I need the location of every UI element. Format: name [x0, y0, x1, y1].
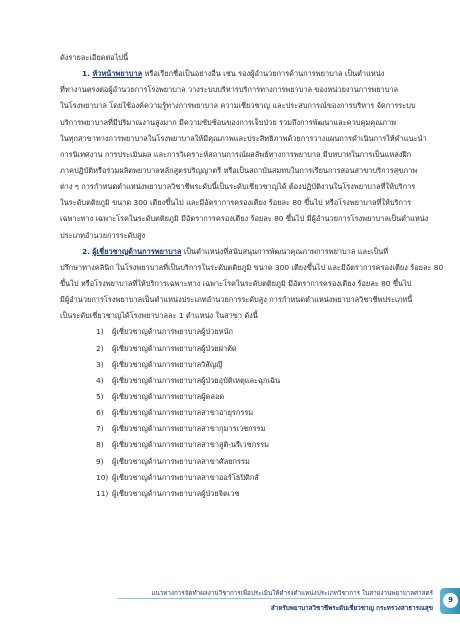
section-1-line: หรือเรียกชื่อเป็นอย่างอื่น เช่น รองผู้อำนวยการด้านการพยาบาล เป็นตำแหน่ง [144, 69, 385, 79]
section-1-line: การนิเทศงาน การประเมินผล และการวิเคราะห์สถานการณ์ผลลัพธ์ทางการพยาบาล มีบทบาทในการเป็นแหล่งฝึก [60, 149, 412, 159]
section-1-title: หัวหน้าพยาบาล [92, 69, 143, 79]
footer-subtitle: สำหรับพยาบาลวิชาชีพระดับเชี่ยวชาญ กระทรวงสาธารณสุข [270, 605, 433, 612]
section-1-line: ประเภทอำนวยการระดับสูง [60, 230, 146, 240]
intro-text: ดังรายละเอียดต่อไปนี้ [60, 53, 129, 62]
section-1-line: บริการพยาบาลที่มีปริมาณงานสูงมาก มีความซับซ้อนของการเจ็บป่วย รวมถึงการพัฒนาและควบคุมคุณภาพ [60, 117, 396, 127]
list-item: 8) ผู้เชี่ยวชาญด้านการพยาบาลสาขาสูติ-นรีเวชกรรม [96, 440, 269, 450]
section-1-line: ภาคปฏิบัติหรือร่วมผลิตพยาบาลหลักสูตรปริญญาตรี หรือเป็นสถาบันสมทบในการเรียนการสอนสาขาบริการสุขภาพ [60, 165, 418, 175]
section-1-line: ในโรงพยาบาล โดยใช้องค์ความรู้ทางการพยาบาล ความเชี่ยวชาญ และประสบการณ์ของการบริหาร จัดการระบบ [60, 101, 416, 111]
document-body [60, 50, 444, 502]
section-2-line: เป็นระดับเชี่ยวชาญได้โรงพยาบาลละ 1 ตำแหน่ง ในสาขา ดังนี้ [60, 311, 258, 321]
section-2-line: ขึ้นไป หรือโรงพยาบาลที่ให้บริการเฉพาะทาง เฉพาะโรคในระดับตติยภูมิ มีอัตราการครองเตียง ร้อยละ 80 ขึ้นไป [60, 278, 412, 288]
section-1-line: ในทุกสาขาทางการพยาบาลในโรงพยาบาลให้มีคุณภาพและประสิทธิภาพด้วยการวางแผนการดำเนินการให้คำแนะนำ [60, 133, 427, 143]
page-number: 9 [443, 593, 458, 608]
section-1-number: 1. [82, 69, 90, 79]
section-2-line: เป็นตำแหน่งที่สนับสนุนการพัฒนาคุณภาพการพยาบาล และเป็นที่ [183, 246, 389, 256]
section-1-line: ต่าง ๆ การกำหนดตำแหน่งพยาบาลวิชาชีพระดับนี้เป็นระดับเชี่ยวชาญได้ ต้องปฏิบัติงานในโรงพยาบาลที่ให้บริการ [60, 182, 416, 192]
section-2-title: ผู้เชี่ยวชาญด้านการพยาบาล [92, 246, 182, 256]
list-item: 3) ผู้เชี่ยวชาญด้านการพยาบาลวิสัญญี [96, 359, 223, 369]
list-item: 4) ผู้เชี่ยวชาญด้านการพยาบาลผู้ป่วยอุบัติเหตุและฉุกเฉิน [96, 375, 281, 385]
specialty-list [60, 324, 404, 502]
list-item: 7) ผู้เชี่ยวชาญด้านการพยาบาลสาขากุมารเวชกรรม [96, 424, 266, 434]
section-1-first-line [60, 66, 404, 82]
footer-divider [118, 598, 433, 599]
footer-title: แนวทางการจัดทำผลงานวิชาการเพื่อประเมินให้ดำรงตำแหน่งประเภทวิชาการ ในสายงานพยาบาลศาสตร์ [151, 590, 433, 597]
list-item: 2) ผู้เชี่ยวชาญด้านการพยาบาลผู้ป่วยผ่าตัด [96, 343, 237, 353]
section-2-line: มีผู้อำนวยการโรงพยาบาลเป็นตำแหน่งประเภทอำนวยการระดับสูง การกำหนดตำแหน่งพยาบาลวิชาชีพประเภทนี้ [60, 295, 413, 305]
list-item: 1) ผู้เชี่ยวชาญด้านการพยาบาลผู้ป่วยหนัก [96, 327, 234, 337]
section-1-line: ที่ทางานตรงต่อผู้อำนวยการโรงพยาบาล วางระบบบริหารบริการทางการพยาบาล ของหน่วยงานการพยาบาล [60, 85, 399, 95]
section-2-first-line [60, 244, 404, 260]
list-item: 9) ผู้เชี่ยวชาญด้านการพยาบาลสาขาศัลยกรรม [96, 456, 250, 466]
section-2-number: 2. [82, 246, 90, 256]
section-2-line: ปรึกษาทางคลินิก ในโรงพยาบาลที่เป็นบริการในระดับตติยภูมิ ขนาด 300 เตียงขึ้นไป และมีอัตราการครองเตียง ร้อยละ 80 [60, 262, 444, 272]
list-item: 5) ผู้เชี่ยวชาญด้านการพยาบาลผู้คลอด [96, 391, 225, 401]
section-1-line: ในระดับตติยภูมิ ขนาด 300 เตียงขึ้นไป และมีอัตราการครองเตียง ร้อยละ 80 ขึ้นไป หรือโรงพยาบาลที่ให้บริการ [60, 198, 412, 208]
list-item: 11) ผู้เชี่ยวชาญด้านการพยาบาลผู้ป่วยจิตเวช [96, 488, 240, 498]
list-item: 10) ผู้เชี่ยวชาญด้านการพยาบาลสาขาออร์โธปิดิกส์ [96, 472, 259, 482]
list-item: 6) ผู้เชี่ยวชาญด้านการพยาบาลสาขาอายุรกรรม [96, 408, 254, 418]
section-1-line: เฉพาะทาง เฉพาะโรคในระดับตติยภูมิ มีอัตราการครองเตียง ร้อยละ 80 ขึ้นไป มีผู้อำนวยการโรงพยาบาลเป็นตำแหน่ง [60, 214, 429, 224]
page-number-badge [440, 588, 460, 614]
